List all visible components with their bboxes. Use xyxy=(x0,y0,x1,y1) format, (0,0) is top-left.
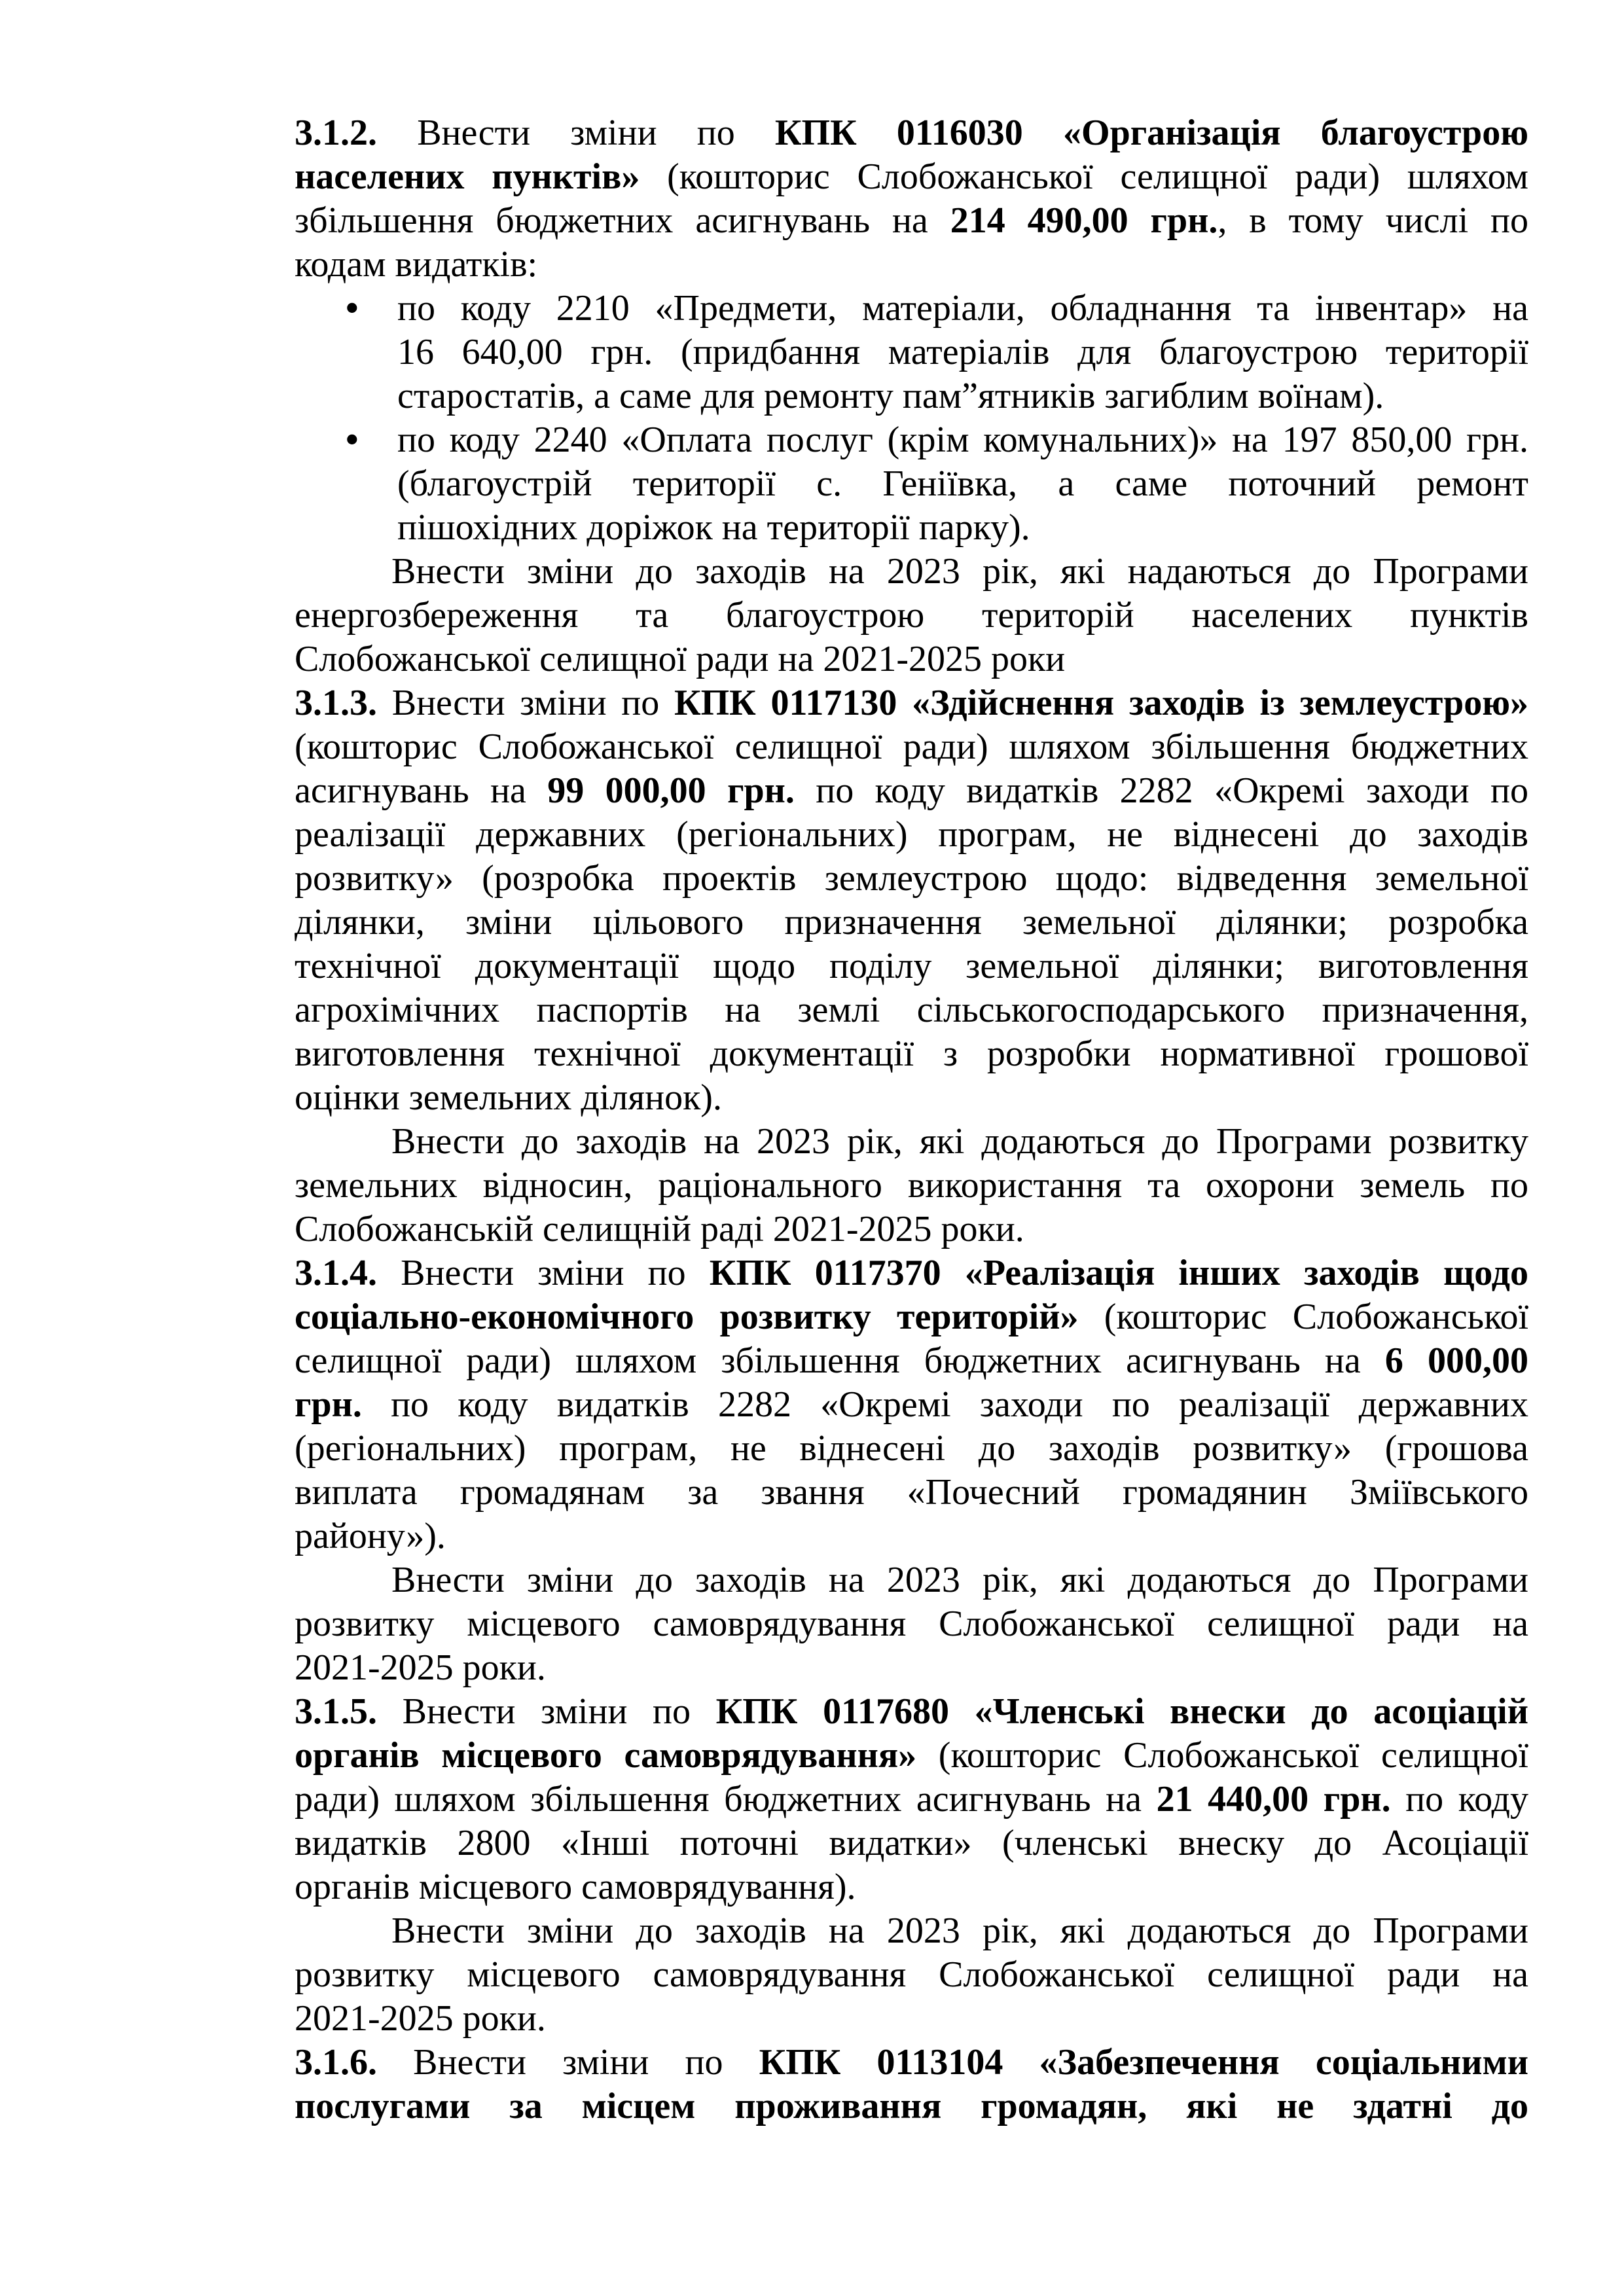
bold-text-segment: КПК 0116030 «Організація благоустрою xyxy=(774,113,1528,153)
text-line xyxy=(295,2085,1528,2128)
text-segment: (кошторис Слобожанської селищної ради) шляхом xyxy=(640,156,1528,197)
bold-text-segment: органів місцевого самоврядування» xyxy=(295,1735,917,1776)
bold-text-segment: послугами за місцем проживання громадян, які не здатні до xyxy=(295,2086,1528,2126)
text-segment: по коду xyxy=(1390,1779,1528,1820)
bold-text-segment: 3.1.6. xyxy=(295,2042,377,2083)
text-segment: району»). xyxy=(295,1516,446,1556)
paragraph-indented xyxy=(295,1558,1528,1690)
bold-text-segment: 6 000,00 xyxy=(1384,1340,1528,1381)
text-segment: Внести зміни по xyxy=(377,1691,716,1732)
text-line xyxy=(397,418,1528,462)
paragraph-3.1.3. xyxy=(295,681,1528,1120)
bullet-item xyxy=(295,287,1528,418)
text-segment: пішохідних доріжок на території парку). xyxy=(397,507,1030,548)
text-line xyxy=(295,1602,1528,1646)
text-line xyxy=(397,331,1528,374)
text-segment: розвитку» (розробка проектів землеустрою щодо: відведення земельної xyxy=(295,858,1528,899)
paragraph-3.1.4. xyxy=(295,1251,1528,1558)
text-segment: оцінки земельних ділянок). xyxy=(295,1077,722,1118)
bullet-marker-icon: • xyxy=(346,420,359,460)
text-segment: Внести зміни по xyxy=(377,1253,710,1293)
text-segment: Слобожанській селищній раді 2021-2025 роки. xyxy=(295,1209,1024,1249)
text-line xyxy=(295,1208,1528,1251)
paragraph-3.1.2. xyxy=(295,111,1528,287)
text-line xyxy=(295,637,1528,681)
text-line xyxy=(295,1383,1528,1427)
paragraph-indented xyxy=(295,550,1528,681)
text-line xyxy=(295,1076,1528,1120)
text-line xyxy=(295,1865,1528,1909)
text-segment: органів місцевого самоврядування). xyxy=(295,1867,856,1907)
text-segment: Внести зміни до заходів на 2023 рік, які додаються до Програми xyxy=(391,1560,1528,1600)
text-segment: 2021-2025 роки. xyxy=(295,1647,546,1688)
bold-text-segment: КПК 0117370 «Реалізація інших заходів щодо xyxy=(709,1253,1528,1293)
text-segment: технічної документації щодо поділу земельної ділянки; виготовлення xyxy=(295,946,1528,986)
text-segment: земельних відносин, раціонального використання та охорони земель по xyxy=(295,1165,1528,1206)
text-segment: 2021-2025 роки. xyxy=(295,1998,546,2039)
text-segment: виготовлення технічної документації з розробки нормативної грошової xyxy=(295,1033,1528,1074)
text-line xyxy=(295,1997,1528,2041)
text-segment: по коду видатків 2282 «Окремі заходи по xyxy=(794,770,1528,811)
text-line xyxy=(295,769,1528,813)
text-line xyxy=(397,506,1528,550)
text-line xyxy=(295,1427,1528,1471)
text-line xyxy=(295,1778,1528,1821)
text-line xyxy=(295,1164,1528,1208)
text-line xyxy=(295,594,1528,637)
bold-text-segment: КПК 0117130 «Здійснення заходів із землеустрою» xyxy=(674,683,1528,723)
text-segment: енергозбереження та благоустрою територій населених пунктів xyxy=(295,595,1528,636)
text-segment: Внести зміни по xyxy=(377,683,674,723)
text-line xyxy=(295,944,1528,988)
paragraph-indented xyxy=(295,1120,1528,1251)
text-line xyxy=(397,374,1528,418)
text-line xyxy=(295,1295,1528,1339)
bold-text-segment: КПК 0117680 «Членські внески до асоціацій xyxy=(715,1691,1528,1732)
text-line xyxy=(295,857,1528,901)
bold-text-segment: 21 440,00 грн. xyxy=(1156,1779,1391,1820)
text-line xyxy=(397,287,1528,331)
text-segment: по коду 2210 «Предмети, матеріали, обладнання та інвентар» на xyxy=(397,288,1528,329)
text-line xyxy=(295,1339,1528,1383)
bold-text-segment: 3.1.5. xyxy=(295,1691,377,1732)
text-segment: розвитку місцевого самоврядування Слобожанської селищної ради на xyxy=(295,1954,1528,1995)
text-line xyxy=(295,111,1528,155)
text-segment: Внести до заходів на 2023 рік, які додаються до Програми розвитку xyxy=(391,1121,1528,1162)
bold-text-segment: грн. xyxy=(295,1384,362,1425)
bold-text-segment: КПК 0113104 «Забезпечення соціальними xyxy=(759,2042,1528,2083)
text-segment: (кошторис Слобожанської селищної ради) шляхом збільшення бюджетних xyxy=(295,726,1528,767)
text-segment: збільшення бюджетних асигнувань на xyxy=(295,200,950,241)
text-line xyxy=(295,988,1528,1032)
text-line xyxy=(295,2041,1528,2085)
paragraph-3.1.5. xyxy=(295,1690,1528,1909)
text-line xyxy=(295,1251,1528,1295)
text-line xyxy=(295,1515,1528,1558)
bold-text-segment: 214 490,00 грн. xyxy=(950,200,1218,241)
document-body xyxy=(295,111,1528,2128)
text-line xyxy=(295,1690,1528,1734)
text-segment: видатків 2800 «Інші поточні видатки» (членські внеску до Асоціації xyxy=(295,1823,1528,1863)
text-segment: по коду видатків 2282 «Окремі заходи по реалізації державних xyxy=(361,1384,1528,1425)
text-segment: асигнувань на xyxy=(295,770,548,811)
text-line xyxy=(295,199,1528,243)
paragraph-3.1.6. xyxy=(295,2041,1528,2128)
text-line xyxy=(295,681,1528,725)
text-segment: Внести зміни до заходів на 2023 рік, які додаються до Програми xyxy=(391,1910,1528,1951)
text-segment: старостатів, а саме для ремонту пам”ятників загиблим воїнам). xyxy=(397,376,1384,416)
text-segment: ділянки, зміни цільового призначення земельної ділянки; розробка xyxy=(295,902,1528,942)
text-segment: 16 640,00 грн. (придбання матеріалів для благоустрою території xyxy=(397,332,1528,372)
bold-text-segment: населених пунктів» xyxy=(295,156,640,197)
text-segment: розвитку місцевого самоврядування Слобожанської селищної ради на xyxy=(295,1604,1528,1644)
text-line xyxy=(295,550,1528,594)
text-segment: Внести зміни до заходів на 2023 рік, які надаються до Програми xyxy=(391,551,1528,592)
text-segment: Внести зміни по xyxy=(377,2042,759,2083)
text-line xyxy=(295,1120,1528,1164)
bullet-marker-icon: • xyxy=(346,288,359,329)
text-segment: по коду 2240 «Оплата послуг (крім комунальних)» на 197 850,00 грн. xyxy=(397,420,1528,460)
text-segment: кодам видатків: xyxy=(295,244,538,285)
text-line xyxy=(295,243,1528,287)
bold-text-segment: 3.1.3. xyxy=(295,683,377,723)
text-segment: (кошторис Слобожанської селищної xyxy=(916,1735,1528,1776)
bold-text-segment: соціально-економічного розвитку територій» xyxy=(295,1297,1079,1337)
text-line xyxy=(295,1734,1528,1778)
text-segment: (регіональних) програм, не віднесені до заходів розвитку» (грошова xyxy=(295,1428,1528,1469)
text-line xyxy=(295,725,1528,769)
text-line xyxy=(295,155,1528,199)
text-segment: Слобожанської селищної ради на 2021-2025 роки xyxy=(295,639,1066,679)
bold-text-segment: 3.1.2. xyxy=(295,113,377,153)
text-line xyxy=(295,1032,1528,1076)
text-segment: агрохімічних паспортів на землі сільськогосподарського призначення, xyxy=(295,990,1528,1030)
text-segment: (благоустрій території с. Геніївка, а саме поточний ремонт xyxy=(397,463,1528,504)
text-segment: селищної ради) шляхом збільшення бюджетних асигнувань на xyxy=(295,1340,1385,1381)
bold-text-segment: 99 000,00 грн. xyxy=(547,770,795,811)
text-segment: виплата громадянам за звання «Почесний громадянин Зміївського xyxy=(295,1472,1528,1513)
text-line xyxy=(295,1471,1528,1515)
text-line xyxy=(295,1953,1528,1997)
text-segment: (кошторис Слобожанської xyxy=(1078,1297,1528,1337)
bold-text-segment: 3.1.4. xyxy=(295,1253,377,1293)
text-line xyxy=(295,813,1528,857)
text-segment: реалізації державних (регіональних) програм, не віднесені до заходів xyxy=(295,814,1528,855)
text-line xyxy=(295,901,1528,944)
text-segment: ради) шляхом збільшення бюджетних асигнувань на xyxy=(295,1779,1157,1820)
text-line xyxy=(295,1558,1528,1602)
paragraph-indented xyxy=(295,1909,1528,2041)
text-line xyxy=(295,1646,1528,1690)
text-line xyxy=(295,1821,1528,1865)
text-line xyxy=(397,462,1528,506)
text-segment: , в тому числі по xyxy=(1218,200,1528,241)
bullet-item xyxy=(295,418,1528,550)
text-segment: Внести зміни по xyxy=(377,113,775,153)
text-line xyxy=(295,1909,1528,1953)
